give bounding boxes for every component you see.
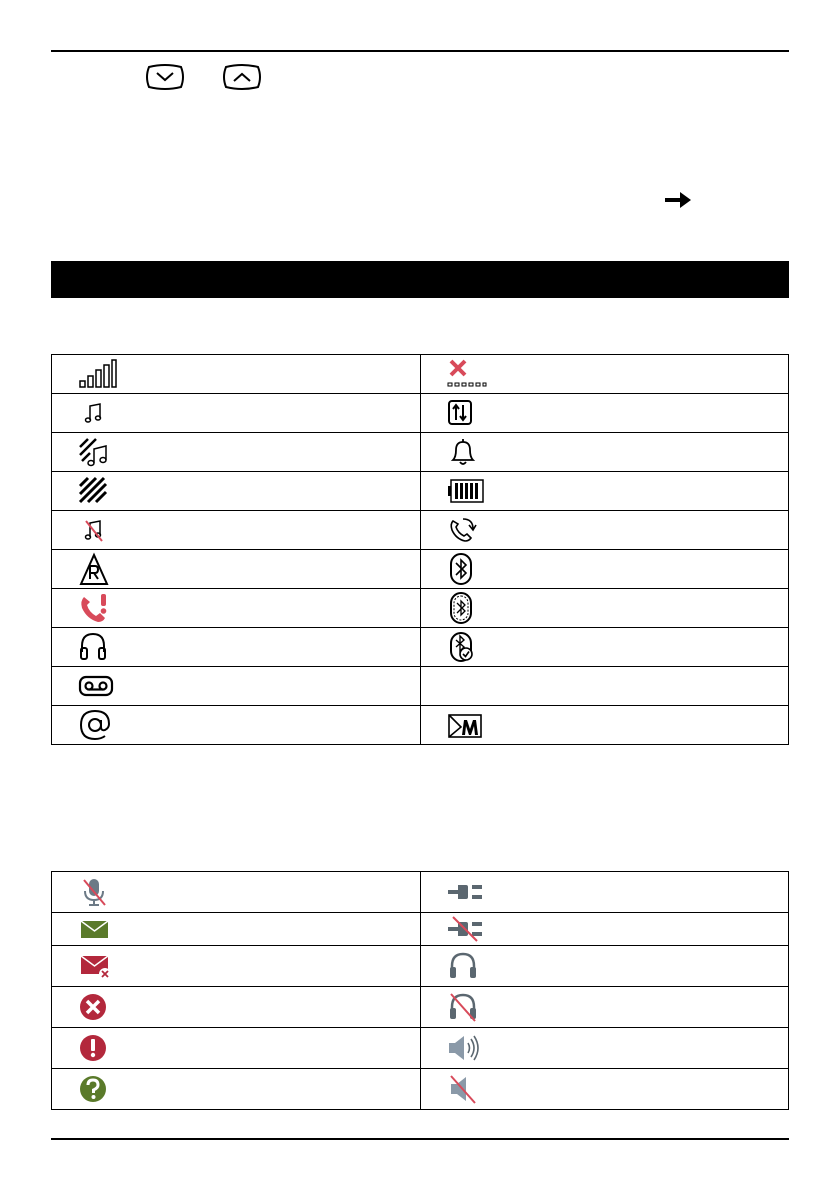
microphone-muted-icon [78,877,118,907]
roaming-icon [78,552,118,586]
table-row [52,706,789,745]
bluetooth-on-icon [447,552,487,586]
nav-up-key-icon [220,63,264,91]
footer-rule [51,1138,789,1140]
headset-icon [78,632,118,662]
message-failed-icon [78,951,118,981]
silent-icon [78,515,118,545]
table-row [52,667,789,706]
table-row [52,589,789,628]
header-rule [51,50,789,52]
email-icon [78,708,118,742]
vibrate-and-ring-icon [78,437,118,467]
bluetooth-connected-icon [447,632,487,662]
screen-icons-table [51,871,789,1110]
data-transfer-icon [447,398,487,428]
charger-disconnected-icon [447,916,487,942]
message-icon [78,917,118,941]
table-row [52,433,789,472]
table-row [52,872,789,913]
missed-call-icon [78,591,118,625]
table-row [52,511,789,550]
voicemail-icon [78,669,118,703]
table-row [52,913,789,946]
warning-icon [78,1033,118,1063]
bluetooth-visible-icon [447,591,487,625]
table-row [52,628,789,667]
status-icons-table [51,354,789,745]
speaker-on-icon [447,1033,487,1063]
headset-disconnected-icon [447,992,487,1022]
table-row [52,1028,789,1069]
charger-connected-icon [447,877,487,907]
vibrate-icon [78,476,118,506]
ring-tone-icon [78,398,118,428]
speaker-muted-icon [447,1074,487,1104]
table-row [52,946,789,987]
section-heading-bar [51,261,789,298]
table-row [52,987,789,1028]
signal-strength-icon [78,359,118,389]
error-icon [78,992,118,1022]
table-row [52,394,789,433]
table-row [52,1069,789,1110]
mms-icon [447,708,487,742]
question-icon [78,1074,118,1104]
table-row [52,550,789,589]
nav-down-key-icon [143,63,187,91]
right-arrow-icon [663,189,693,211]
no-signal-icon [447,359,487,389]
table-row [52,472,789,511]
headset-connected-icon [447,951,487,981]
table-row [52,355,789,394]
alarm-bell-icon [447,437,487,467]
battery-full-icon [447,476,487,506]
call-forwarding-icon [447,515,487,545]
